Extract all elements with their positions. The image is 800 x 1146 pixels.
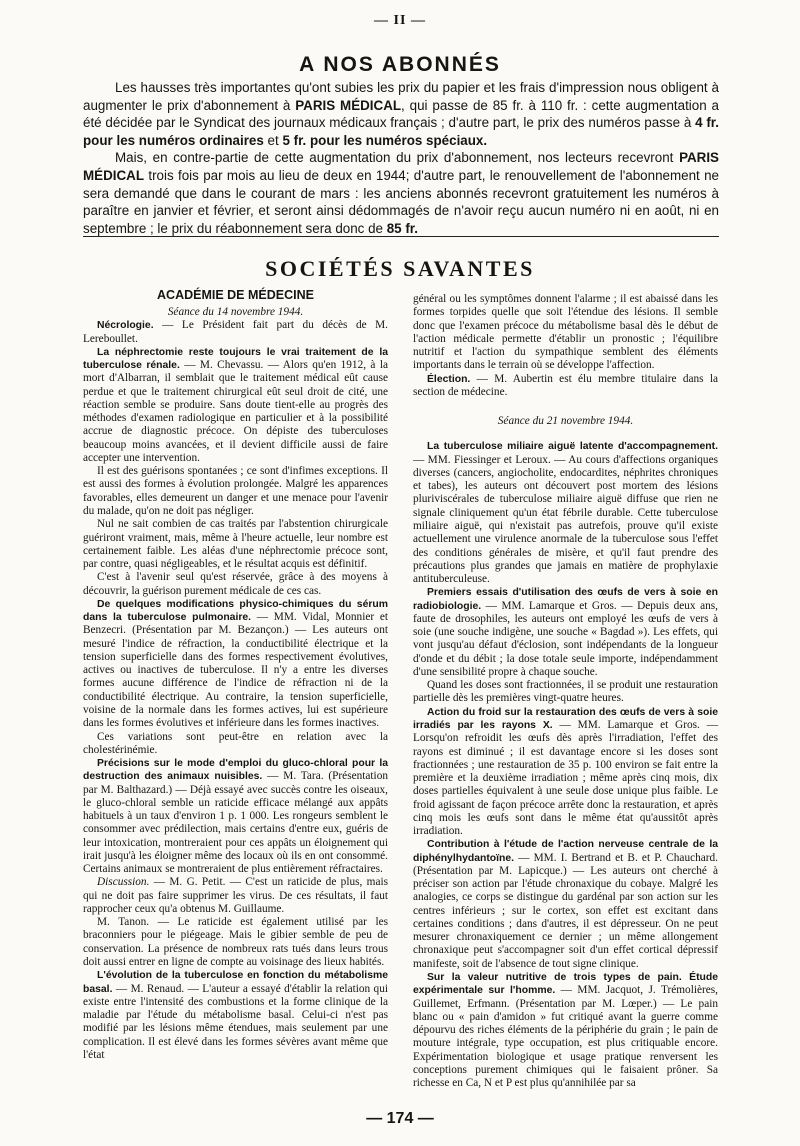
article — [83, 969, 388, 1062]
article-heading: Nécrologie. — [97, 320, 154, 332]
article-heading: Précisions sur le mode d'emploi du gluco-chloral pour la destruction des animaux nuisibles. — [83, 758, 388, 783]
session-date: Séance du 14 novembre 1944. — [167, 306, 304, 318]
price-special: 5 fr. pour les numéros spéciaux. — [282, 132, 488, 148]
divider-rule — [83, 236, 719, 237]
article-heading: De quelques modifications physico-chimiques du sérum dans la tuberculose pulmonaire. — [83, 598, 388, 624]
notice-title: A NOS ABONNÉS — [299, 53, 501, 76]
article — [413, 706, 718, 839]
article-text: — MM. Lamarque et Gros. — Depuis deux ans, faute de drosophiles, les auteurs ont employé les œufs de vers à soie (une souche indigène, une souche « Bagdad »). Les effets, qui vont jusqu'au défaut d'éclosion, sont indépendants de la longueur d'onde et du débit ; la dose totale seule importe, indépendamment d'une sensibilité propre à chaque souche. — [413, 599, 718, 678]
price-ordinary: 4 fr. pour les numéros ordinaires — [83, 115, 719, 148]
article — [413, 838, 718, 971]
article-text: — M. Chevassu. — Alors qu'en 1912, à la mort d'Albarran, il semblait que le traitement médical eût cause perdue et que le traitement chirurgical eût seul droit de cité, une réaction semble se produire. Sans doute tient-elle au progrès des méthodes d'examen radiologique en particulier et à la possibilité accrue de diagnostic précoce. On dépiste des tuberculoses beaucoup moins avancées, et il devient difficile aussi de faire accepter une intervention. — [83, 359, 388, 464]
journal-name: PARIS MÉDICAL — [295, 97, 402, 113]
renewal-price: 85 fr. — [386, 220, 418, 236]
article — [413, 373, 718, 400]
article-heading: Contribution à l'étude de l'action nerveuse centrale de la diphénylhydantoïne. — [413, 839, 718, 864]
journal-name: PARIS MÉDICAL — [83, 150, 719, 183]
article — [83, 598, 388, 731]
notice-text: Mais, en contre-partie de cette augmentation du prix d'abonnement, nos lecteurs recevront — [115, 150, 680, 166]
paragraph: Nul ne sait combien de cas traités par l'abstention chirurgicale guériront vraiment, mais, même à l'heure actuelle, leur nombre est certainement faible. Les aléas d'une néphrectomie précoce sont, par contre, quasi négligeables, et le résultat acquis est définitif. — [83, 518, 388, 571]
article-text: — MM. Vidal, Monnier et Benzecri. (Présentation par M. Bezançon.) — Les auteurs ont mesuré l'indice de réfraction, la conductibilité électrique et la tension superficielle dans des formes respectivement évolutives, actives ou inactives de tuberculose. Il n'y a entre les diverses formes aucune différence de l'indice de réfraction ni de la conductibilité électrique. Au contraire, la tension superficielle, voisine de la normale dans les formes actives, lui est supérieure dans les formes évolutives et inférieure dans les formes inactives. — [83, 611, 388, 730]
article — [413, 586, 718, 679]
article-text: — MM. Fiessinger et Leroux. — Au cours d'affections organiques diverses (cancers, angiocholite, endocardites, néphrites chroniques et tabes), les auteurs ont découvert post mortem des lésions pluriviscérales de tuberculose miliaire aiguë diffuse que rien ne signale cliniquement qu'un état fébrile durable. Cette tuberculose miliaire aiguë, qui n'existait pas autrefois, prouve qu'il existe actuellement une virulence anormale de la tuberculose sous l'effet des conditions générales de misère, et qu'il faut prendre des précautions plus grandes que jamais en matière de prophylaxie antituberculeuse. — [413, 453, 718, 586]
notice-paragraph — [83, 149, 719, 237]
article-heading: La néphrectomie reste toujours le vrai traitement de la tuberculose rénale. — [83, 346, 388, 372]
article — [83, 757, 388, 876]
article — [413, 440, 718, 586]
notice-text: Les hausses très importantes qu'ont subies les prix du papier et les frais d'impression nous obligent à augmenter le prix d'abonnement à — [83, 80, 719, 113]
article-heading: Élection. — [427, 373, 471, 385]
notice-paragraph — [83, 79, 719, 149]
page-number-top: — II — — [374, 13, 426, 28]
page-number-bottom: — 174 — — [366, 1110, 434, 1127]
paragraph: M. Tanon. — Le raticide est également utilisé par les braconniers pour le piégeage. Mais le gibier semble de peu de conservation. La présence de nombreux rats tués dans leurs trous doit aussi entrer en ligne de compte au voisinage des lieux habités. — [83, 916, 388, 969]
discussion-label: Discussion. — [97, 876, 150, 889]
left-column — [83, 288, 388, 1062]
article-text: — Le Président fait part du décès de M. Lereboullet. — [83, 319, 388, 345]
article-heading: La tuberculose miliaire aiguë latente d'accompagnement. — [427, 441, 718, 453]
right-column — [413, 293, 718, 1090]
subscriber-notice — [83, 79, 719, 237]
article — [413, 971, 718, 1090]
paragraph: C'est à l'avenir seul qu'est réservée, grâce à des moyens à découvrir, la guérison purement médicale de ces cas. — [83, 571, 388, 597]
paragraph: Quand les doses sont fractionnées, il se produit une restauration partielle dès les premières vingt-quatre heures. — [413, 679, 718, 705]
article-text: — M. Aubertin est élu membre titulaire dans la section de médecine. — [413, 372, 718, 398]
notice-text: , qui passe de 85 fr. à 110 fr. : cette augmentation a été décidée par le Syndicat des journaux médicaux français ; d'autre part, le prix des numéros passe à — [83, 97, 719, 131]
article-text: — MM. I. Bertrand et B. et P. Chauchard. (Présentation par M. Lapicque.) — Les auteurs ont cherché à préciser son action par l'étude chronaxique du cobaye. Malgré les analogies, ce corps se distingue du gardénal par son action sur les centres inférieurs ; sur le cortex, son effet est excitant dans certaines conditions ; dans d'autres, il est dépresseur. On ne peut mesurer chronaxiquement ce dernier ; un même allongement chronaxique peut s'accompagner soit d'un effet cortical dépressif manifeste, soit de l'absence de tout signe clinique. — [413, 851, 718, 970]
article — [83, 876, 388, 916]
academy-heading: ACADÉMIE DE MÉDECINE — [157, 288, 314, 302]
session-date: Séance du 21 novembre 1944. — [497, 415, 634, 428]
article-heading: Action du froid sur la restauration des œufs de vers à soie irradiés par les rayons X. — [413, 706, 718, 731]
article-heading: Premiers essais d'utilisation des œufs de vers à soie en radiobiologie. — [413, 587, 718, 612]
article-text: — MM. Lamarque et Gros. — Lorsqu'on refroidit les œufs dès après l'irradiation, l'effet des rayons est diminué ; il est davantage encore si les doses sont fractionnées ; une restauration de 35 p. 100 environ se fait entre la première et la deuxième irradiation ; même après cinq mois, dix doses partielles équivalent à une seule dose unique plus faible. Le froid agissant de façon précoce arrête donc la restauration, et après cinq mois les œufs sont dans le même état qu'aussitôt après irradiation. — [413, 718, 718, 838]
notice-text: et — [263, 132, 283, 148]
article — [83, 346, 388, 465]
paragraph-continued: général ou les symptômes donnent l'alarme ; il est abaissé dans les formes torpides quelle que soit l'étendue des lésions. Il semble donc que l'examen précoce du métabolisme basal dès le début de l'action médicale permette d'établir un pronostic ; l'équilibre nutritif et l'action du sympathique semblent des éléments importants dans le terrain où se développe l'affection. — [413, 293, 718, 372]
article-heading: Sur la valeur nutritive de trois types de pain. Étude expérimentale sur l'homme. — [413, 972, 718, 997]
article-heading: L'évolution de la tuberculose en fonction du métabolisme basal. — [83, 970, 388, 995]
paragraph: Ces variations sont peut-être en relation avec la cholestérinémie. — [83, 730, 388, 756]
article — [83, 319, 388, 346]
article-text: — M. Tara. (Présentation par M. Balthazard.) — Déjà essayé avec succès contre les oiseaux, le gluco-chloral semble un raticide efficace mélangé aux appâts habituels à un taux d'environ 1 p. 1 000. Les rongeurs semblent le consommer avec prédilection, mais certains d'entre eux, guéris de leur intoxication, montreraient pour ces appâts un éloignement qui irait jusqu'à les éloigner même des locaux où ils en ont consommé. Certains animaux se montreraient de plus entièrement réfractaires. — [83, 770, 388, 876]
article-text: — MM. Jacquot, J. Trémolières, Guillemet, Erfmann. (Présentation par M. Lœper.) — Le pain blanc ou « pain d'amidon » fut critiqué avant la guerre comme dépourvu des riches éléments de la périphérie du grain ; le pain de mouture intégrale, type occupation, est plus critiquable encore. Expérimentation biologique et usage pratique renversent les conceptions purement chimiques qui le faisaient prôner. Sa richesse en Ca, N et P est plus qu'annihilée par sa — [413, 984, 718, 1090]
notice-text: trois fois par mois au lieu de deux en 1944; d'autre part, le renouvellement de l'abonnement ne sera demandé que dans le courant de mars : les anciens abonnés recevront gratuitement les numéros à paraître en janvier et février, et seront ainsi dédommagés de n'avoir reçu aucun numéro ni en août, ni en septembre ; le prix du réabonnement sera donc de — [83, 167, 719, 236]
paragraph: Il est des guérisons spontanées ; ce sont d'infimes exceptions. Il est aussi des formes à évolution prolongée. Malgré les apparences favorables, elles demeurent un danger et une menace pour l'avenir du malade, qu'on ne doit pas négliger. — [83, 465, 388, 517]
article-text: — M. G. Petit. — C'est un raticide de plus, mais qui ne doit pas faire supprimer les virus. De ces résultats, il faut rapprocher ceux qu'a obtenus M. Guillaume. — [83, 876, 388, 915]
article-text: — M. Renaud. — L'auteur a essayé d'établir la relation qui existe entre l'intensité des combustions et la forme clinique de la maladie par l'étude du métabolisme basal. Celui-ci n'est pas modifié par les lésions même étendues, mais seulement par une complication. Il est élevé dans les formes sévères avant même que l'état — [83, 982, 388, 1061]
section-title: SOCIÉTÉS SAVANTES — [265, 256, 535, 281]
